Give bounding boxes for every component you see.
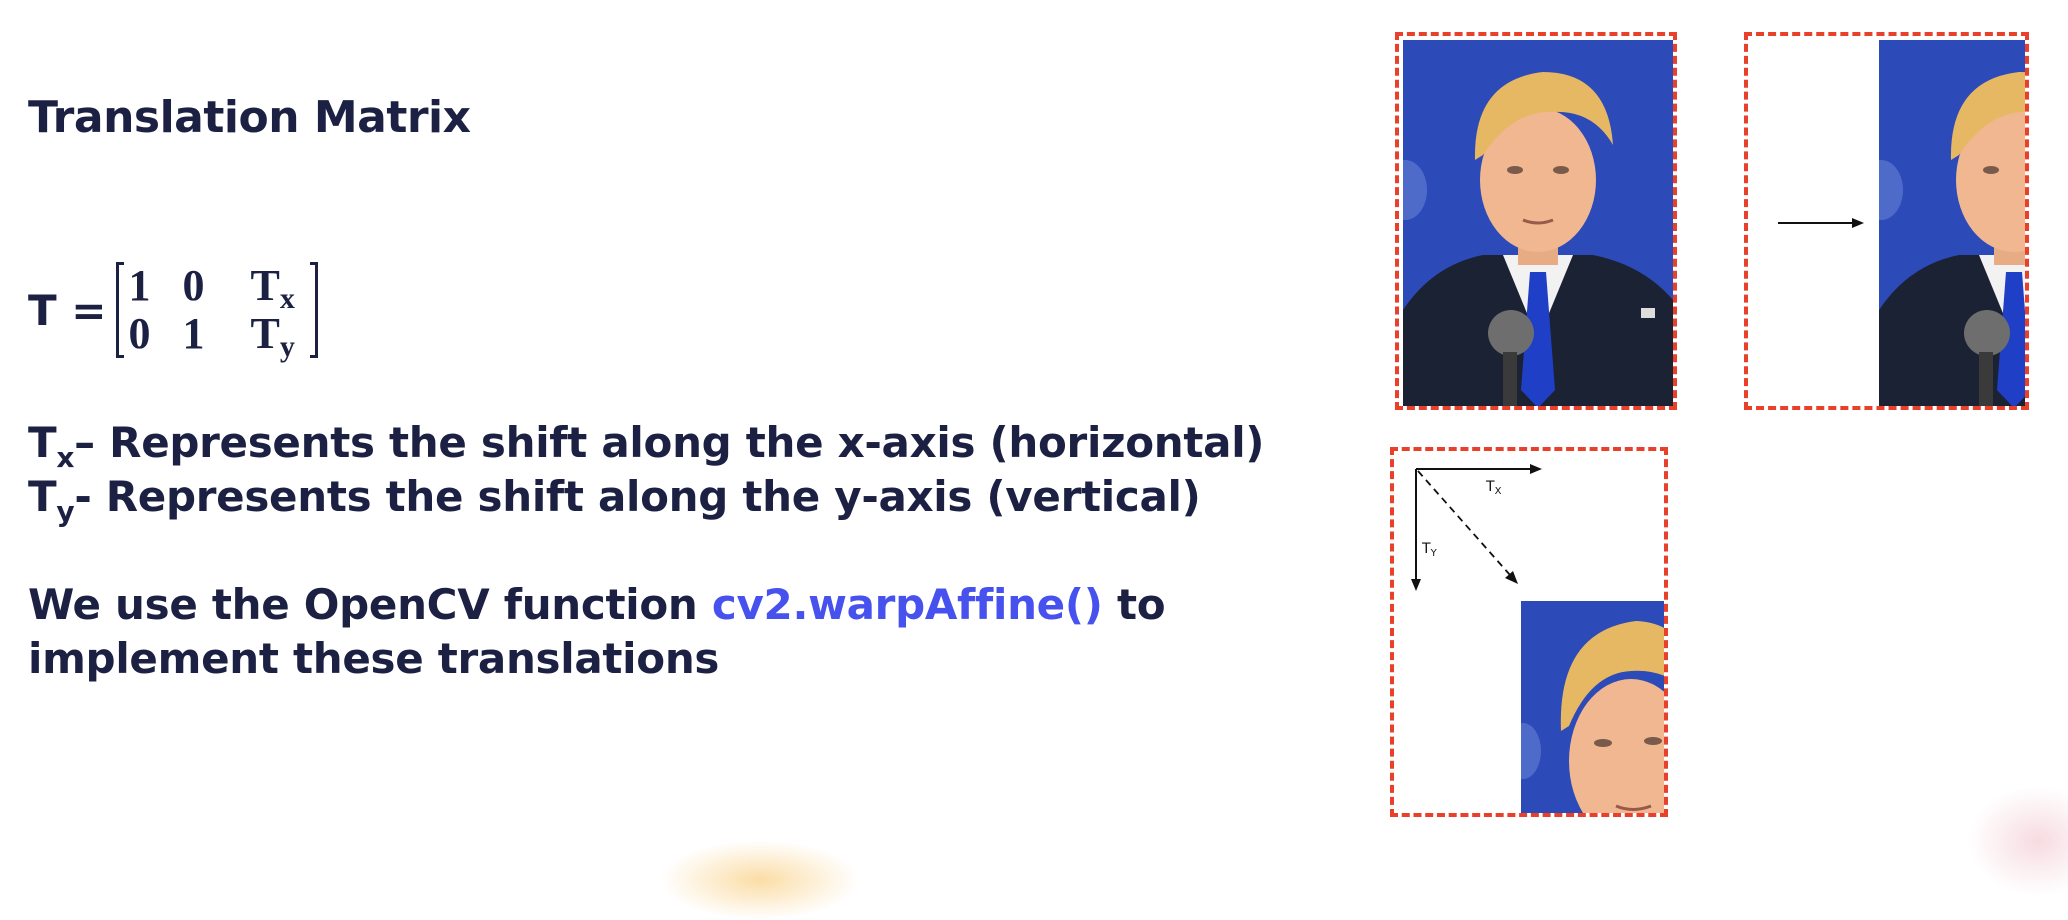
shift-arrow-head — [1852, 218, 1864, 228]
original-image-panel — [1395, 32, 1677, 410]
ty-text: - Represents the shift along the y-axis (vertical) — [74, 472, 1201, 521]
xy-shifted-portrait-illustration — [1521, 601, 1668, 817]
matrix-cell-r1c3 — [250, 261, 310, 315]
ty-symbol: T — [28, 472, 57, 521]
xy-shifted-portrait-photo — [1521, 601, 1668, 817]
x-shift-panel — [1744, 32, 2029, 410]
ty-axis-label — [1421, 541, 1438, 559]
microphone-stand — [1503, 352, 1517, 408]
diagonal-shift-arrowhead — [1505, 571, 1518, 584]
microphone-head — [1964, 310, 2010, 356]
ty-description — [28, 472, 1201, 528]
microphone-head — [1488, 310, 1534, 356]
paragraph-line-2: implement these translations — [28, 634, 720, 683]
matrix-ty-symbol: T — [250, 309, 280, 358]
matrix-cell-r1c1: 1 — [128, 261, 151, 310]
shifted-portrait-illustration — [1879, 40, 2029, 408]
paragraph-line-1 — [28, 578, 1165, 632]
ty-axis-label-sub: Y — [1430, 548, 1437, 559]
tx-subscript: x — [56, 441, 75, 474]
shifted-portrait-photo — [1879, 40, 2029, 408]
tx-axis-label-sub: X — [1494, 486, 1502, 497]
tx-description — [28, 418, 1265, 474]
tx-text: – Represents the shift along the x-axis (horizontal) — [74, 418, 1265, 467]
left-eye — [1594, 739, 1612, 747]
tx-symbol: T — [28, 418, 57, 467]
matrix-tx-subscript: x — [279, 282, 295, 315]
microphone-stand — [1979, 352, 1993, 408]
matrix-body — [124, 261, 310, 363]
slide-title: Translation Matrix — [28, 92, 471, 143]
x-shift-arrow-overlay — [1748, 36, 1878, 410]
translation-matrix-equation — [28, 258, 318, 362]
left-eye — [1983, 166, 1999, 174]
matrix-cell-r2c1: 0 — [128, 309, 151, 358]
right-eye — [1644, 737, 1662, 745]
right-eye — [1553, 166, 1569, 174]
portrait-photo — [1403, 40, 1673, 408]
paragraph-after: to — [1102, 580, 1166, 629]
ty-axis-label-main: T — [1422, 541, 1431, 557]
opencv-paragraph — [28, 578, 1165, 686]
tx-axis-label-main: T — [1486, 479, 1495, 495]
portrait-illustration — [1403, 40, 1673, 408]
paragraph-before: We use the OpenCV function — [28, 580, 712, 629]
flag-pin — [1641, 308, 1655, 318]
xy-shift-panel — [1390, 447, 1668, 817]
matrix-cell-r2c2: 1 — [182, 309, 205, 358]
matrix-tx-symbol: T — [250, 261, 280, 310]
matrix-cell-r1c2: 0 — [182, 261, 205, 310]
matrix-lhs: T = — [28, 285, 107, 335]
decorative-glow-bottom — [660, 840, 860, 920]
function-name: cv2.warpAffine() — [711, 580, 1103, 629]
left-eye — [1507, 166, 1523, 174]
ty-subscript: y — [56, 495, 75, 528]
matrix-right-bracket — [310, 262, 318, 358]
tx-axis-label — [1485, 479, 1502, 497]
xy-shift-diagram — [1394, 451, 1668, 601]
matrix-cell-r2c3 — [250, 309, 310, 363]
tx-axis-arrowhead — [1530, 464, 1542, 474]
ty-axis-arrowhead — [1411, 579, 1421, 591]
matrix-ty-subscript: y — [279, 330, 295, 363]
decorative-glow-corner — [1968, 786, 2068, 896]
matrix-left-bracket — [116, 262, 124, 358]
